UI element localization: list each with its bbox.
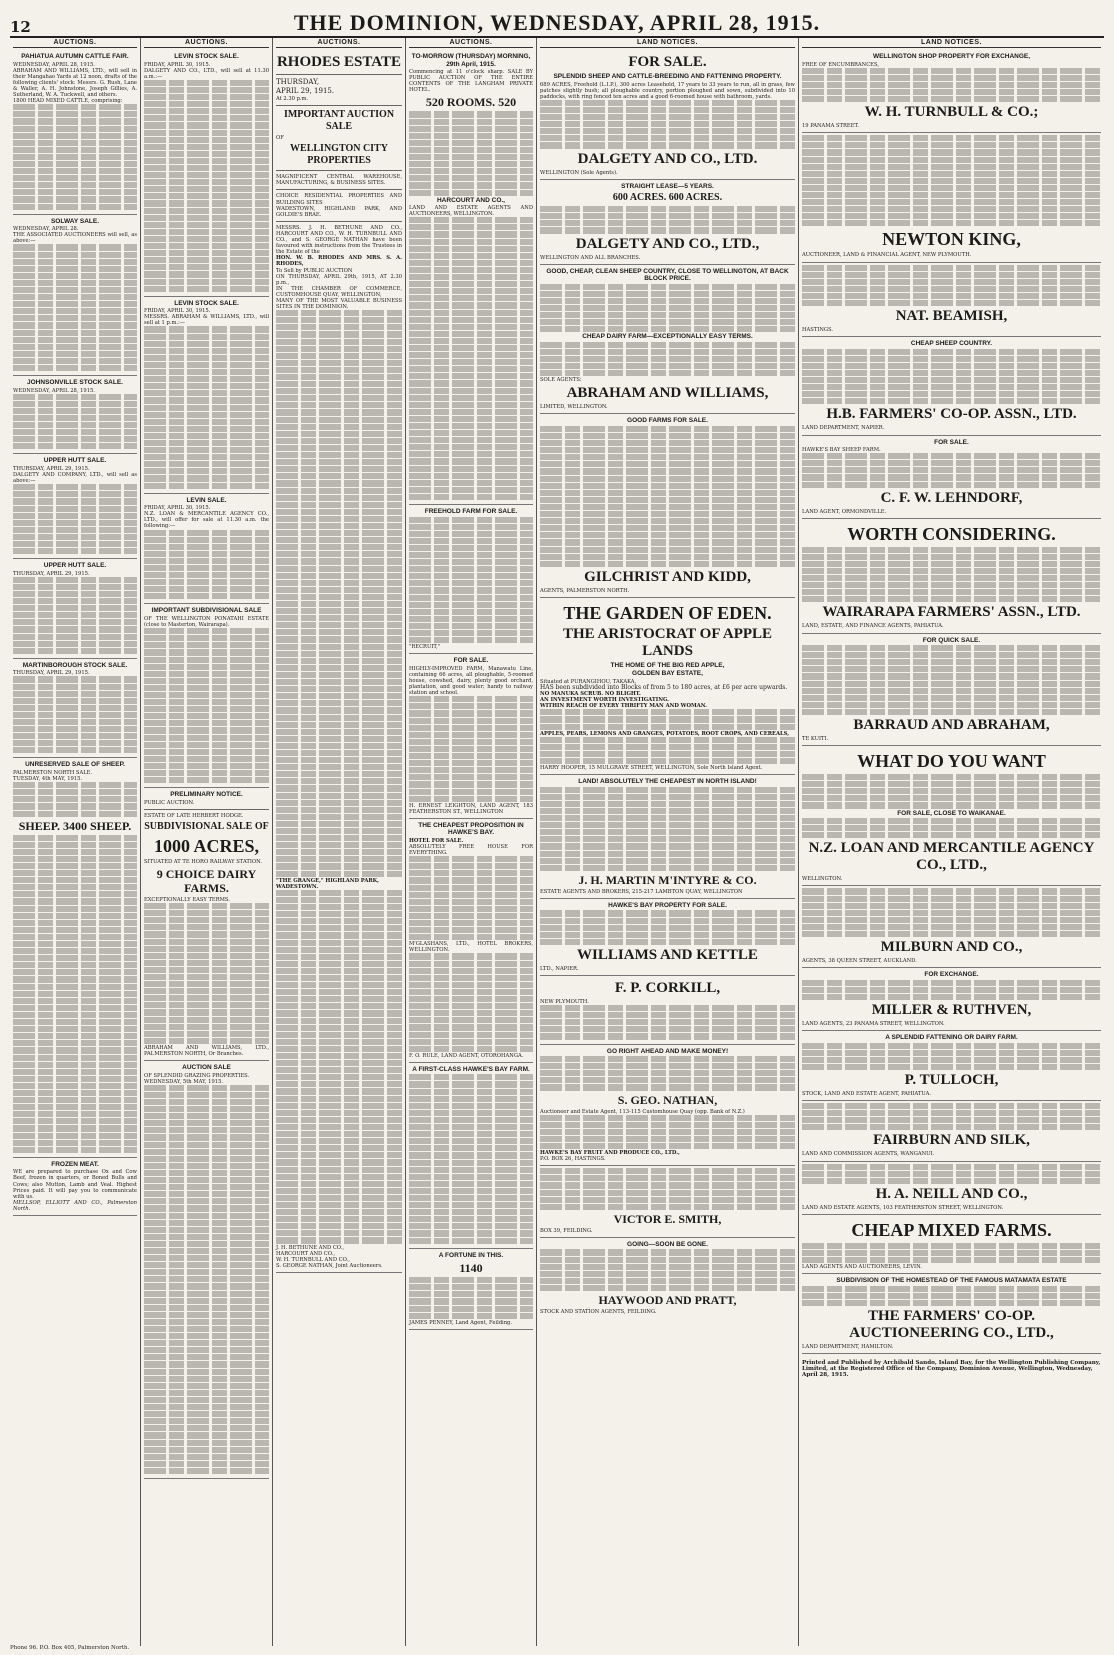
ad-title: LEVIN STOCK SALE. — [174, 299, 239, 307]
ad-headline: CHEAP MIXED FARMS. — [851, 1219, 1052, 1240]
ad-count: 1800 HEAD MIXED CATTLE, comprising: — [13, 98, 123, 105]
text-lines — [144, 1085, 269, 1474]
ad-title: JOHNSONVILLE STOCK SALE. — [27, 379, 123, 387]
ad-title: MARTINBOROUGH STOCK SALE. — [22, 661, 128, 669]
ad-date: WEDNESDAY, 5th MAY, 1915. — [144, 1078, 224, 1085]
ad-signature: STOCK AND STATION AGENTS, FEILDING. — [540, 1308, 657, 1315]
text-lines — [409, 217, 533, 500]
ad-signature: NEW PLYMOUTH. — [540, 998, 589, 1005]
ad-body: WITHIN REACH OF EVERY THRIFTY MAN AND WOMAN. — [540, 703, 707, 710]
advertisement — [540, 1045, 795, 1167]
ad-headline: IMPORTANT AUCTION SALE — [283, 109, 395, 133]
text-lines — [802, 818, 1101, 838]
text-lines — [802, 265, 1101, 307]
ad-headline: 9 CHOICE DAIRY FARMS. — [156, 866, 257, 895]
page-number: 12 — [10, 18, 31, 36]
ad-title: UNRESERVED SALE OF SHEEP. — [25, 761, 125, 769]
ad-headline: J. H. MARTIN M'INTYRE & CO. — [578, 872, 757, 887]
ad-signature: AUCTIONEER, LAND & FINANCIAL AGENT, NEW PLYMOUTH. — [802, 252, 972, 259]
text-lines — [802, 68, 1101, 102]
text-lines — [802, 645, 1101, 715]
masthead — [10, 6, 1104, 38]
ad-signature: LAND, ESTATE, AND FINANCE AGENTS, PAHIATUA. — [802, 623, 944, 630]
advertisement — [540, 265, 795, 415]
text-lines — [409, 1277, 533, 1319]
ad-headline: 600 ACRES. 600 ACRES. — [612, 192, 723, 204]
ad-date: FRIDAY, APRIL 30, 1915. — [144, 505, 211, 512]
ad-body: HIGHLY-IMPROVED FARM, Manawatu Line, containing 66 acres, all ploughable, 5-roomed house, cowshed, dairy, plenty good orchard, plantation, and good water; handy to railway station and school. — [409, 665, 533, 697]
advertisement — [802, 746, 1101, 886]
ad-title: HARCOURT AND CO., — [436, 196, 505, 204]
ad-signature: ESTATE AGENTS AND BROKERS, 215-217 LAMBTON QUAY, WELLINGTON — [540, 888, 743, 895]
advertisement — [540, 50, 795, 180]
ad-headline: NAT. BEAMISH, — [895, 308, 1008, 325]
advertisement — [409, 50, 533, 505]
text-lines — [540, 1056, 795, 1090]
text-lines — [276, 310, 402, 877]
ad-body: WE are prepared to purchase Ox and Cow Beef, frozen in quarters, or Boned Bulls and Cows; also Mutton, Lamb and Veal. Highest Prices paid. It will pay you to communicate with us. — [13, 1169, 137, 1200]
ad-title: IMPORTANT SUBDIVISIONAL SALE — [151, 607, 262, 615]
text-lines — [540, 709, 795, 729]
ad-body: MESSRS. ABRAHAM & WILLIAMS, LTD., will sell at 1 p.m.:— — [144, 314, 269, 327]
ad-date: FRIDAY, APRIL 30, 1915. — [144, 308, 211, 315]
ad-title: WELLINGTON SHOP PROPERTY FOR EXCHANGE, — [872, 53, 1031, 61]
ad-title: LEVIN STOCK SALE. — [174, 53, 239, 61]
column-1 — [10, 38, 141, 1646]
ad-signature: LAND DEPARTMENT, HAMILTON. — [802, 1344, 894, 1351]
ad-title: PAHIATUA AUTUMN CATTLE FAIR. — [21, 53, 129, 61]
text-lines — [144, 628, 269, 783]
ad-sub: LAND AND ESTATE AGENTS AND AUCTIONEERS, WELLINGTON. — [409, 205, 533, 218]
ad-date: THURSDAY, APRIL 29, 1915. — [13, 570, 90, 577]
ad-terms: EXCEPTIONALLY EASY TERMS. — [144, 896, 230, 903]
text-lines — [13, 676, 137, 753]
text-lines — [540, 1115, 795, 1149]
advertisement — [802, 1101, 1101, 1161]
ad-headline: WILLIAMS AND KETTLE — [577, 946, 758, 963]
ad-body: N.Z. LOAN & MERCANTILE AGENCY CO., LTD., will offer for sale at 11.30 a.m. the following:— — [144, 511, 269, 530]
columns — [10, 38, 1104, 1646]
column-5 — [537, 38, 799, 1646]
ad-signature: AGENTS, 38 QUEEN STREET, AUCKLAND. — [802, 958, 917, 965]
ad-date: FRIDAY, APRIL 30, 1915. — [144, 61, 211, 68]
text-lines — [13, 244, 137, 371]
ad-date: TUESDAY, 4th MAY, 1915. — [13, 776, 83, 783]
advertisement — [13, 215, 137, 376]
column-6 — [799, 38, 1104, 1646]
ad-sub: Situated at PURANGIHOU, TAKAKA, — [540, 678, 637, 685]
text-lines — [13, 577, 137, 654]
ad-body: IN THE CHAMBER OF COMMERCE, CUSTOMHOUSE QUAY, WELLINGTON, — [276, 285, 402, 298]
ad-sub: FREE OF ENCUMBRANCES, — [802, 61, 879, 68]
advertisement — [802, 133, 1101, 262]
text-lines — [409, 696, 533, 801]
ad-signature: H. ERNEST LEIGHTON, LAND AGENT, 183 FEATHERSTON ST., WELLINGTON — [409, 802, 533, 815]
ad-body: DALGETY AND COMPANY, LTD., will sell as above:— — [13, 472, 137, 485]
ad-signature: LAND DEPARTMENT, NAPIER. — [802, 425, 885, 432]
text-lines — [409, 1074, 533, 1243]
ad-headline: 1000 ACRES, — [153, 835, 260, 856]
ad-estate: ESTATE OF LATE HERBERT HODGE. — [144, 812, 244, 819]
ad-headline: THE ARISTOCRAT OF APPLE LANDS — [562, 625, 773, 659]
ad-place: PALMERSTON NORTH SALE. — [13, 769, 93, 776]
advertisement — [540, 775, 795, 899]
ad-headline: RHODES ESTATE — [276, 54, 402, 71]
text-lines — [276, 890, 402, 1244]
ad-signature: TE KUITI. — [802, 736, 829, 742]
ad-headline: NEWTON KING, — [882, 229, 1021, 250]
ad-headline: WAIRARAPA FARMERS' ASSN., LTD. — [822, 604, 1081, 621]
advertisement — [13, 659, 137, 759]
ad-title: AUCTION SALE — [182, 1064, 231, 1072]
ad-headline: THE FARMERS' CO-OP. AUCTIONEERING CO., LTD., — [849, 1308, 1054, 1342]
ad-body: ON THURSDAY, APRIL 29th, 1915, AT 2.30 p.m., — [276, 273, 402, 286]
ad-signature: LAND AGENTS AND AUCTIONEERS, LEVIN. — [802, 1264, 922, 1271]
ad-title: A FIRST-CLASS HAWKE'S BAY FARM. — [412, 1065, 530, 1073]
advertisement — [802, 634, 1101, 747]
ad-time: At 2.30 p.m. — [276, 96, 309, 103]
ad-title: A SPLENDID FATTENING OR DAIRY FARM. — [885, 1034, 1018, 1042]
text-lines — [802, 1164, 1101, 1184]
text-lines — [540, 1168, 795, 1210]
text-lines — [13, 835, 137, 1153]
ad-headline: MILBURN AND CO., — [880, 939, 1023, 956]
column-2 — [141, 38, 273, 1646]
text-lines — [802, 888, 1101, 937]
ad-headline: 1140 — [459, 1261, 483, 1276]
ad-title: UPPER HUTT SALE. — [43, 457, 107, 465]
text-lines — [409, 953, 533, 1051]
ad-headline: DALGETY AND CO., LTD., — [575, 235, 760, 252]
ad-body: HON. W. B. RHODES AND MRS. S. A. RHODES, — [276, 255, 402, 268]
advertisement — [802, 263, 1101, 338]
ad-title: THE HOME OF THE BIG RED APPLE, — [610, 661, 725, 669]
ad-headline: WHAT DO YOU WANT — [857, 751, 1046, 772]
ad-headline: WELLINGTON CITY PROPERTIES — [290, 143, 388, 167]
advertisement-rhodes-estate — [276, 50, 402, 1273]
ad-headline: HAYWOOD AND PRATT, — [598, 1292, 737, 1307]
text-lines — [540, 206, 795, 233]
ad-subhead: "THE GRANGE," HIGHLAND PARK, — [276, 877, 379, 884]
ad-signature: LIMITED, WELLINGTON. — [540, 404, 608, 411]
ad-title: FREEHOLD FARM FOR SALE. — [424, 508, 518, 516]
ad-headline: C. F. W. LEHNDORF, — [880, 489, 1023, 506]
advertisement — [540, 598, 795, 775]
text-lines — [802, 547, 1101, 603]
column-4 — [406, 38, 537, 1646]
ad-signature: W. H. TURNBULL AND CO., — [276, 1256, 350, 1263]
advertisement — [540, 899, 795, 976]
advertisement — [144, 788, 269, 1061]
text-lines — [144, 530, 269, 600]
ad-title: FOR QUICK SALE. — [922, 636, 981, 644]
text-lines — [802, 1243, 1101, 1263]
text-lines — [540, 787, 795, 871]
text-lines — [144, 80, 269, 292]
ad-body: To Sell by PUBLIC AUCTION — [276, 267, 353, 274]
advertisement — [802, 337, 1101, 435]
text-lines — [540, 910, 795, 944]
ad-title: SUBDIVISION OF THE HOMESTEAD OF THE FAMOUS MATAMATA ESTATE — [836, 1277, 1067, 1285]
ad-title: CHEAP SHEEP COUNTRY. — [910, 340, 993, 348]
advertisement — [802, 1031, 1101, 1101]
ad-signature: "RECRUIT," — [409, 644, 441, 651]
ad-signature: STOCK, LAND AND ESTATE AGENT, PAHIATUA. — [802, 1090, 931, 1097]
ad-headline: WORTH CONSIDERING. — [847, 523, 1056, 544]
column-header: LAND NOTICES. — [802, 40, 1101, 48]
advertisement — [13, 1158, 137, 1216]
ad-headline: H.B. FARMERS' CO-OP. ASSN., LTD. — [826, 406, 1077, 423]
advertisement — [802, 436, 1101, 519]
ad-headline: W. H. TURNBULL & CO.; — [864, 104, 1039, 121]
ad-body: 689 ACRES, Freehold (L.I.P.), 300 acres Leasehold, 17 years to 33 years to run, all in grass, few patches slightly bush; all ploughable country, portion ploughed and sown, subdivided into 10 paddocks, with ring fenced ten acres and a good 6-roomed house with bathroom, yards. — [540, 81, 795, 100]
text-lines — [409, 111, 533, 195]
text-lines — [540, 737, 795, 764]
ad-of: OF — [276, 135, 284, 142]
text-lines — [409, 517, 533, 644]
text-lines — [13, 394, 137, 450]
imprint: Printed and Published by Archibald Sando, Island Bay, for the Wellington Publishing Company, Limited, at the Registered Office of the Company, Dominion Avenue, Wellington, Wednesday, April 28, 1915. — [802, 1359, 1101, 1378]
ad-headline: N.Z. LOAN AND MERCANTILE AGENCY CO., LTD., — [808, 840, 1095, 874]
ad-title: GOING—SOON BE GONE. — [627, 1240, 708, 1248]
column-header: LAND NOTICES. — [540, 40, 795, 48]
column-header: AUCTIONS. — [276, 40, 402, 48]
ad-date: THURSDAY, APRIL 29, 1915. — [13, 670, 90, 677]
ad-title: FOR SALE, CLOSE TO WAIKANAE. — [897, 809, 1006, 817]
ad-body: APPLES, PEARS, LEMONS AND GRANGES, POTATOES, ROOT CROPS, AND CEREALS, — [540, 730, 790, 737]
ad-headline: H. A. NEILL AND CO., — [875, 1185, 1028, 1202]
ad-signature: LAND AND COMMISSION AGENTS, WANGANUI. — [802, 1151, 935, 1158]
ad-title: THE CHEAPEST PROPOSITION IN HAWKE'S BAY. — [418, 821, 524, 837]
text-lines — [144, 903, 269, 1044]
ad-signature: P.O. BOX 26, HASTINGS. — [540, 1156, 606, 1163]
ad-signature: LAND AGENTS, 23 PANAMA STREET, WELLINGTON. — [802, 1020, 945, 1027]
ad-date: WEDNESDAY, APRIL 28, 1915. — [13, 387, 95, 394]
ad-title: STRAIGHT LEASE—5 YEARS. — [621, 182, 714, 190]
ad-headline: SHEEP. 3400 SHEEP. — [18, 818, 132, 833]
text-lines — [802, 453, 1101, 487]
ad-signature: J. H. BETHUNE AND CO., — [276, 1244, 345, 1251]
ad-headline: SUBDIVISIONAL SALE OF — [144, 820, 269, 832]
ad-sub: ABSOLUTELY FREE HOUSE FOR EVERYTHING. — [409, 843, 533, 857]
ad-headline: BARRAUD AND ABRAHAM, — [853, 717, 1050, 733]
advertisement — [144, 604, 269, 788]
ad-headline: FOR SALE. — [628, 54, 707, 71]
advertisement — [802, 968, 1101, 1031]
ad-title: GOLDEN BAY ESTATE, — [632, 670, 703, 678]
text-lines — [540, 100, 795, 149]
ad-signature: ABRAHAM AND WILLIAMS, LTD., PALMERSTON NORTH, Or Branches. — [144, 1044, 269, 1058]
ad-signature: WELLINGTON (Sole Agents). — [540, 169, 618, 176]
ad-signature: Auctioneer and Estate Agent, 113-115 Customhouse Quay (opp. Bank of N.Z.) — [540, 1108, 745, 1115]
ad-title: SOLWAY SALE. — [50, 217, 100, 225]
column-header: AUCTIONS. — [13, 40, 137, 48]
ad-signature: WELLINGTON. — [802, 876, 843, 883]
ad-body: MANY OF THE MOST VALUABLE BUSINESS SITES IN THE DOMINION. — [276, 297, 402, 311]
ad-signature: F. O. RULE, LAND AGENT, OTOROHANGA. — [409, 1052, 524, 1059]
ad-signature: HAWKE'S BAY FRUIT AND PRODUCE CO., LTD., — [540, 1150, 680, 1157]
ad-sub: PUBLIC AUCTION. — [144, 799, 195, 806]
text-lines — [540, 342, 795, 376]
ad-body: AN INVESTMENT WORTH INVESTIGATING. — [540, 697, 669, 704]
ad-body: HAS been subdivided into Blocks of from 5 to 180 acres, at £6 per acre upwards. — [540, 683, 788, 691]
ad-title: GO RIGHT AHEAD AND MAKE MONEY! — [606, 1047, 729, 1055]
text-lines — [144, 326, 269, 488]
ad-body: DALGETY AND CO., LTD., will sell at 11.30 a.m.:— — [144, 67, 269, 80]
text-lines — [409, 856, 533, 940]
ad-headline: MILLER & RUTHVEN, — [871, 1001, 1032, 1018]
text-lines — [802, 980, 1101, 1000]
ad-body: THE ASSOCIATED AUCTIONEERS will sell, as above:— — [13, 232, 137, 245]
advertisement — [13, 559, 137, 659]
ad-title: FOR SALE. — [934, 438, 969, 446]
ad-date: WEDNESDAY, APRIL 28, 1915. — [13, 61, 95, 68]
ad-date: WEDNESDAY, APRIL 28. — [13, 226, 79, 233]
advertisement — [540, 976, 795, 1045]
text-lines — [540, 426, 795, 567]
advertisement — [409, 1249, 533, 1330]
ad-signature: HARRY HOOPER, 15 MULGRAVE STREET, WELLINGTON, Sole North Island Agent. — [540, 765, 763, 772]
ad-headline: THE GARDEN OF EDEN. — [563, 602, 772, 623]
ad-headline: ABRAHAM AND WILLIAMS, — [566, 385, 769, 402]
ad-body: ABRAHAM AND WILLIAMS, LTD., will sell in their Mangahao Yards at 12 noon, drafts of the following clients' stock: Messrs. G. Rush, Lane & Waller, A. H. Johnstone, Joseph Gillies, A. Sutherland, W. A. Tuckwell, and others. — [13, 67, 137, 99]
column-3 — [273, 38, 406, 1646]
ad-signature: MELLSOP, ELLIOTT AND CO., Palmerston North. — [13, 1199, 137, 1212]
ad-headline: S. GEO. NATHAN, — [617, 1092, 718, 1107]
ad-title: LEVIN SALE. — [186, 496, 227, 504]
ad-day: THURSDAY, — [276, 78, 320, 87]
text-lines — [802, 1286, 1101, 1306]
advertisement — [409, 505, 533, 654]
ad-signature: JAMES PENNEY, Land Agent, Feilding. — [409, 1319, 513, 1326]
advertisement — [802, 886, 1101, 968]
advertisement — [144, 494, 269, 605]
text-lines — [802, 135, 1101, 226]
ad-title: SPLENDID SHEEP AND CATTLE-BREEDING AND FATTENING PROPERTY. — [553, 73, 782, 81]
ad-title: FROZEN MEAT. — [51, 1160, 99, 1168]
ad-sub: OF SPLENDID GRAZING PROPERTIES. — [144, 1072, 250, 1079]
text-lines — [13, 484, 137, 554]
ad-signature: BOX 39, FEILDING. — [540, 1227, 593, 1234]
ad-headline: F. P. CORKILL, — [614, 979, 721, 996]
ad-subhead: WADESTOWN. — [276, 883, 319, 890]
text-lines — [802, 1103, 1101, 1130]
advertisement — [802, 50, 1101, 133]
advertisement — [540, 414, 795, 597]
text-lines — [13, 104, 137, 209]
ad-signature: HARCOURT AND CO., — [276, 1250, 336, 1257]
ad-headline: P. TULLOCH, — [904, 1071, 999, 1088]
ad-body: NO MANUKA SCRUB. NO BLIGHT. — [540, 691, 641, 698]
ad-title: HAWKE'S BAY PROPERTY FOR SALE. — [608, 901, 727, 909]
advertisement — [802, 519, 1101, 634]
ad-body: Commencing at 11 o'clock sharp. SALE BY PUBLIC AUCTION OF THE ENTIRE CONTENTS OF THE LANGHAM PRIVATE HOTEL. — [409, 69, 533, 94]
ad-body: MESSRS. J. H. BETHUNE AND CO., HARCOURT AND CO., W. H. TURNBULL AND CO., and S. GEORGE NATHAN have been favoured with instructions from the Trustees in the Estate of the — [276, 224, 402, 256]
ad-date: THURSDAY, APRIL 29, 1915. — [13, 465, 90, 472]
ad-title: CHEAP DAIRY FARM—EXCEPTIONALLY EASY TERMS. — [582, 333, 753, 341]
ad-label: SOLE AGENTS: — [540, 377, 582, 384]
text-lines — [802, 349, 1101, 405]
ad-signature: LAND AND ESTATE AGENTS, 103 FEATHERSTON STREET, WELLINGTON. — [802, 1204, 1004, 1211]
ad-signature: AGENTS, PALMERSTON NORTH. — [540, 587, 630, 594]
ad-body: CHOICE RESIDENTIAL PROPERTIES AND BUILDING SITES — [276, 193, 402, 206]
advertisement — [540, 180, 795, 265]
ad-title: UPPER HUTT SALE. — [43, 562, 107, 570]
advertisement — [540, 1166, 795, 1238]
ad-body: SITUATED AT TE HORO RAILWAY STATION. — [144, 858, 263, 865]
ad-title: FOR EXCHANGE. — [924, 971, 979, 979]
ad-body: OF THE WELLINGTON PONATAHI ESTATE (close to Masterton, Wairarapa). — [144, 615, 269, 629]
ad-headline: DALGETY AND CO., LTD. — [577, 150, 758, 167]
ad-title: LAND! ABSOLUTELY THE CHEAPEST IN NORTH ISLAND! — [578, 778, 757, 786]
ad-signature: 19 PANAMA STREET. — [802, 123, 859, 130]
advertisement — [13, 50, 137, 215]
ad-body: MAGNIFICENT CENTRAL WAREHOUSE, MANUFACTURING, & BUSINESS SITES. — [276, 174, 402, 187]
ad-title: GOOD, CHEAP, CLEAN SHEEP COUNTRY, CLOSE TO WELLINGTON, AT BACK BLOCK PRICE. — [546, 267, 789, 283]
text-lines — [540, 1249, 795, 1291]
ad-signature: WELLINGTON AND ALL BRANCHES. — [540, 254, 641, 261]
text-lines — [540, 284, 795, 333]
advertisement — [144, 297, 269, 494]
advertisement — [409, 1063, 533, 1249]
column-header: AUCTIONS. — [409, 40, 533, 48]
ad-signature: M'GLASHANS, LTD., HOTEL BROKERS, WELLINGTON. — [409, 941, 533, 954]
ad-title: TO-MORROW (THURSDAY) MORNING, 29th April, 1915. — [411, 53, 531, 68]
ad-date: APRIL 29, 1915. — [276, 87, 335, 96]
advertisement — [540, 1238, 795, 1318]
ad-signature: HASTINGS. — [802, 327, 834, 334]
ad-headline: GILCHRIST AND KIDD, — [584, 568, 751, 585]
text-lines — [13, 782, 137, 816]
ad-title: GOOD FARMS FOR SALE. — [627, 417, 708, 425]
ad-signature: S. GEORGE NATHAN, Joint Auctioneers. — [276, 1262, 383, 1269]
ad-headline: FAIRBURN AND SILK, — [873, 1132, 1030, 1149]
advertisement — [13, 758, 137, 1157]
advertisement — [409, 819, 533, 1063]
advertisement — [409, 654, 533, 819]
newspaper-title: THE DOMINION, WEDNESDAY, APRIL 28, 1915. — [293, 10, 821, 35]
footer-note: Phone 96. P.O. Box 405, Palmerston North. — [10, 1645, 130, 1651]
advertisement — [144, 50, 269, 297]
ad-title: PRELIMINARY NOTICE. — [170, 791, 243, 799]
advertisement — [802, 1215, 1101, 1274]
advertisement — [144, 1061, 269, 1479]
ad-title: FOR SALE. — [453, 657, 489, 665]
ad-sub: HAWKE'S BAY SHEEP FARM. — [802, 447, 881, 454]
column-header: AUCTIONS. — [144, 40, 269, 48]
ad-title: A FORTUNE IN THIS. — [438, 1251, 504, 1259]
ad-signature: LTD., NAPIER. — [540, 965, 579, 972]
text-lines — [802, 774, 1101, 808]
ad-headline: 520 ROOMS. 520 — [425, 95, 517, 110]
advertisement — [13, 454, 137, 559]
ad-sub: HOTEL FOR SALE. — [409, 837, 464, 844]
text-lines — [802, 1043, 1101, 1070]
advertisement — [802, 1274, 1101, 1354]
advertisement — [13, 376, 137, 454]
ad-headline: VICTOR E. SMITH, — [613, 1211, 722, 1226]
ad-signature: LAND AGENT, ORMONDVILLE. — [802, 508, 887, 515]
ad-body: WADESTOWN, HIGHLAND PARK, AND GOLDIE'S BRAE. — [276, 205, 402, 218]
advertisement — [802, 1162, 1101, 1215]
text-lines — [540, 1005, 795, 1039]
